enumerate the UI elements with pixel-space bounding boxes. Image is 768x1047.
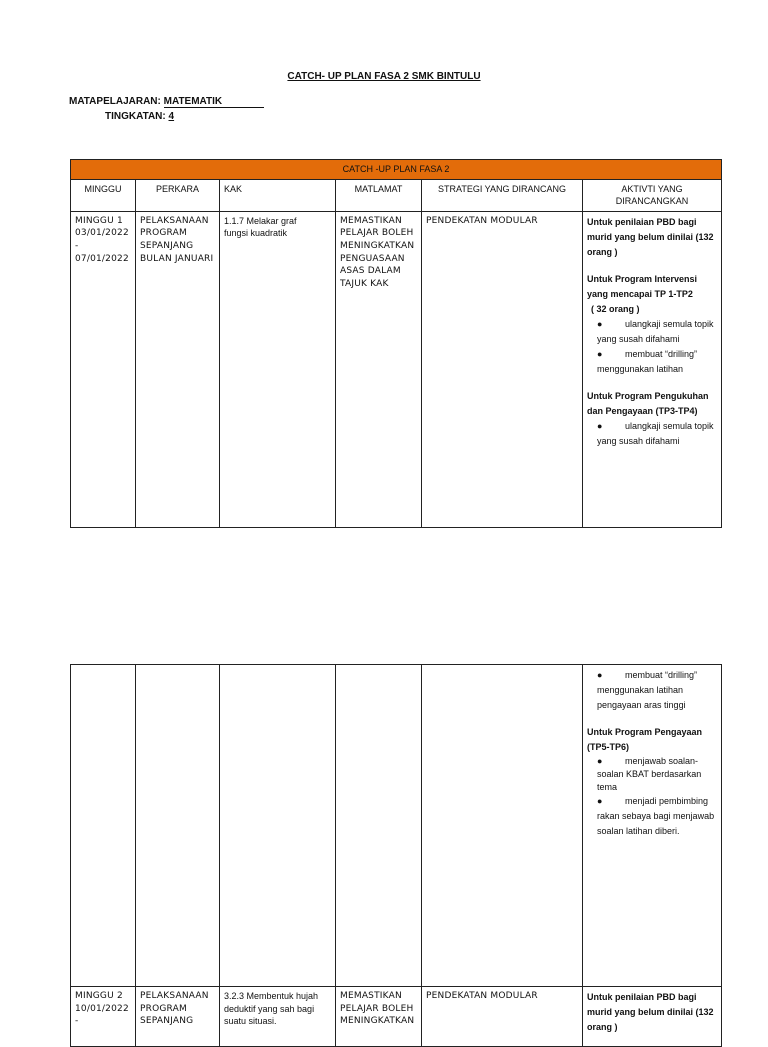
subject-line: [69, 96, 264, 108]
cell-perkara: PELAKSANAAN PROGRAM SEPANJANG: [136, 987, 220, 1047]
cell-strategi: PENDEKATAN MODULAR: [422, 987, 583, 1047]
cell-aktiviti-continued: [583, 665, 722, 987]
col-header-kak: KAK: [220, 179, 336, 211]
bullet-icon: ●: [597, 670, 603, 680]
col-header-strategi: STRATEGI YANG DIRANCANG: [422, 179, 583, 211]
list-item: ● membuat “drilling” menggunakan latihan pengayaan aras tinggi: [597, 670, 698, 710]
list-item: ● membuat “drilling” menggunakan latihan: [597, 348, 698, 374]
table-row: [71, 665, 722, 987]
cell-aktiviti: [583, 211, 722, 527]
table-row: [71, 987, 722, 1047]
pbd-heading: Untuk penilaian PBD bagi murid yang belum dinilai (132 orang ): [587, 216, 714, 257]
form-line: [105, 111, 174, 122]
bullet-icon: ●: [597, 420, 603, 431]
table-banner: CATCH -UP PLAN FASA 2: [71, 160, 722, 180]
bullet-icon: ●: [597, 796, 603, 806]
col-header-perkara: PERKARA: [136, 179, 220, 211]
cell-kak: 3.2.3 Membentuk hujah deduktif yang sah bagi suatu situasi.: [220, 987, 336, 1047]
cell-matlamat: MEMASTIKAN PELAJAR BOLEH MENINGKATKAN PENGUASAAN ASAS DALAM TAJUK KAK: [336, 211, 422, 527]
cell-matlamat: MEMASTIKAN PELAJAR BOLEH MENINGKATKAN: [336, 987, 422, 1047]
subject-value: MATEMATIK: [164, 97, 264, 108]
catch-up-plan-table: [70, 159, 722, 528]
cell-kak: 1.1.7 Melakar graf fungsi kuadratik: [220, 211, 336, 527]
document-title: CATCH- UP PLAN FASA 2 SMK BINTULU: [287, 71, 481, 82]
col-header-minggu: MINGGU: [71, 179, 136, 211]
pengayaan-heading: Untuk Program Pengayaan (TP5-TP6): [587, 727, 703, 752]
list-item: ● menjadi pembimbing rakan sebaya bagi menjawab soalan latihan diberi.: [597, 796, 715, 836]
cell-aktiviti: [583, 987, 722, 1047]
pengukuhan-heading: Untuk Program Pengukuhan dan Pengayaan (TP3-TP4): [587, 390, 709, 416]
table-row: [71, 211, 722, 527]
cell-perkara: PELAKSANAAN PROGRAM SEPANJANG BULAN JANUARI: [136, 211, 220, 527]
form-value: 4: [168, 111, 175, 122]
subject-label: MATAPELAJARAN:: [69, 96, 161, 107]
intervensi-count: ( 32 orang ): [591, 303, 640, 314]
intervensi-heading: Untuk Program Intervensi yang mencapai TP 1-TP2: [587, 273, 698, 299]
pbd-heading: Untuk penilaian PBD bagi murid yang belum dinilai (132 orang ): [587, 992, 714, 1032]
bullet-icon: ●: [597, 348, 603, 359]
col-header-aktiviti: AKTIVTI YANG DIRANCANGKAN: [583, 179, 722, 211]
cell-strategi: PENDEKATAN MODULAR: [422, 211, 583, 527]
cell-minggu: MINGGU 2 10/01/2022 -: [71, 987, 136, 1047]
form-label: TINGKATAN:: [105, 111, 166, 122]
bullet-icon: ●: [597, 756, 603, 766]
bullet-icon: ●: [597, 318, 603, 329]
catch-up-plan-table-continued: [70, 664, 722, 1047]
col-header-matlamat: MATLAMAT: [336, 179, 422, 211]
list-item: ● menjawab soalan-soalan KBAT berdasarkan tema: [597, 756, 702, 792]
cell-minggu: MINGGU 1 03/01/2022 - 07/01/2022: [71, 211, 136, 527]
list-item: ● ulangkaji semula topik yang susah difahami: [597, 318, 714, 344]
list-item: ● ulangkaji semula topik yang susah difahami: [597, 420, 714, 446]
